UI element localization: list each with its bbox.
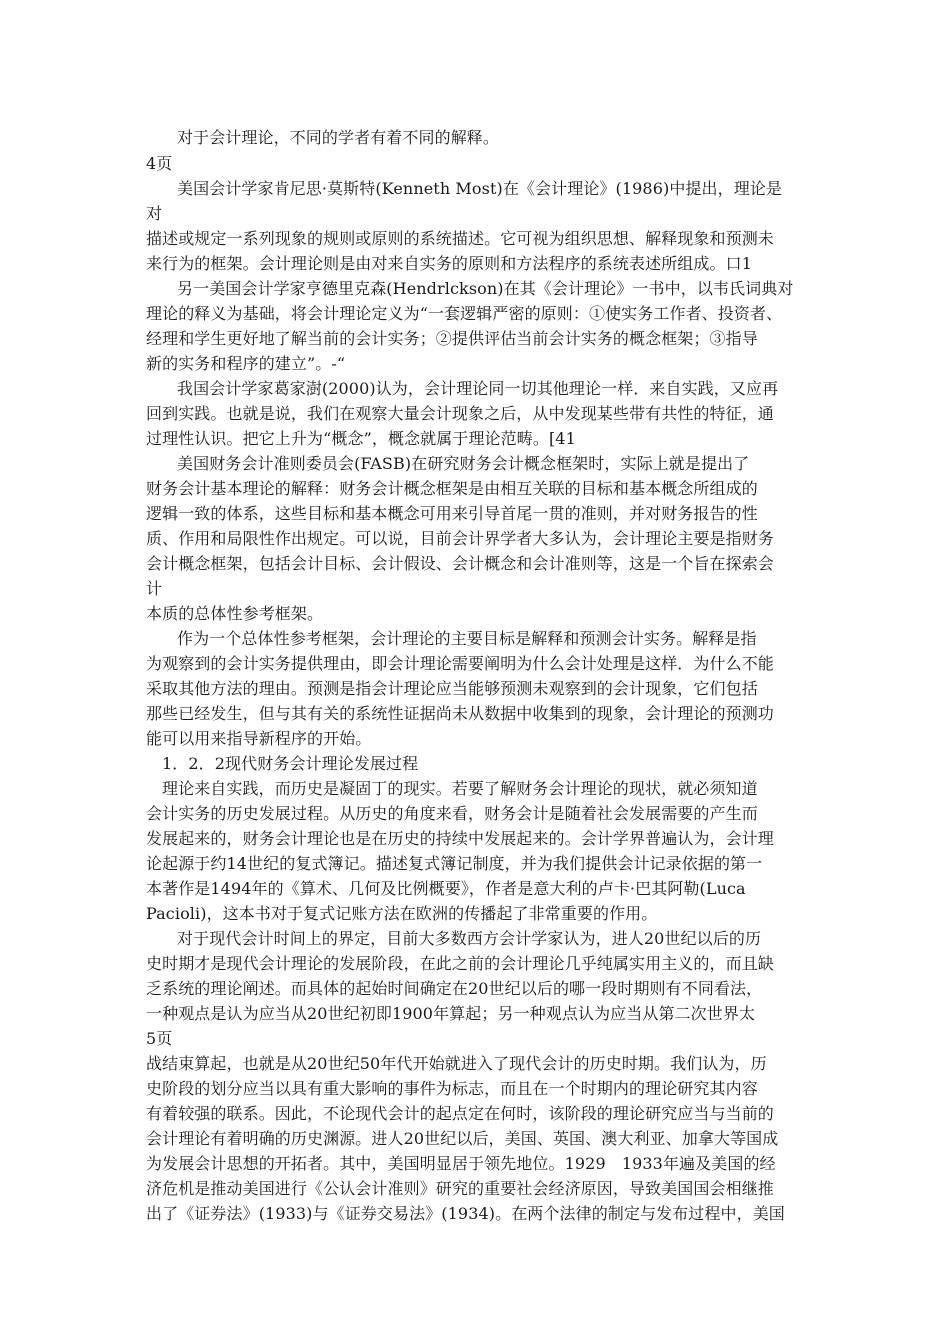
text-line: 财务会计基本理论的解释：财务会计概念框架是由相互关联的目标和基本概念所组成的 [146,479,758,498]
text-line: 会计概念框架，包括会计目标、会计假设、会计概念和会计准则等，这是一个旨在探索会 [146,554,774,573]
text-line: 计 [146,579,163,598]
text-line: 发展起来的，财务会计理论也是在历史的持续中发展起来的。会计学界普遍认为，会计理 [146,829,774,848]
text-line: 为发展会计思想的开拓者。其中，美国明显居于领先地位。1929 1933年遍及美国的经 [146,1154,776,1173]
text-line: 过理性认识。把它上升为“概念”，概念就属于理论范畴。[41 [146,429,576,448]
text-line: 会计理论有着明确的历史渊源。进人20世纪以后，美国、英国、澳大利亚、加拿大等国成 [146,1129,779,1148]
text-line: 新的实务和程序的建立”。-“ [146,354,346,373]
text-line: 会计实务的历史发展过程。从历史的角度来看，财务会计是随着社会发展需要的产生而 [146,804,758,823]
text-line: 对 [146,204,163,223]
text-line: 来行为的框架。会计理论则是由对来自实务的原则和方法程序的系统表述所组成。口1 [146,254,752,273]
text-line: 济危机是推动美国进行《公认会计准则》研究的重要社会经济原因，导致美国国会相继推 [146,1179,774,1198]
text-line: 采取其他方法的理由。预测是指会计理论应当能够预测未观察到的会计现象，它们包括 [146,679,758,698]
text-line: 能可以用来指导新程序的开始。 [146,729,372,748]
text-line: 对于会计理论，不同的学者有着不同的解释。 [177,128,500,147]
text-line: 史阶段的划分应当以具有重大影响的事件为标志，而且在一个时期内的理论研究其内容 [146,1079,758,1098]
text-line: 论起源于约14世纪的复式簿记。描述复式簿记制度，并为我们提供会计记录依据的第一 [146,854,763,873]
text-line: 那些已经发生，但与其有关的系统性证据尚未从数据中收集到的现象，会计理论的预测功 [146,704,774,723]
text-line: 出了《证券法》(1933)与《证券交易法》(1934)。在两个法律的制定与发布过程中，美国 [146,1204,785,1223]
text-line: 对于现代会计时间上的界定，目前大多数西方会计学家认为，进人20世纪以后的历 [177,929,762,948]
text-line: 本著作是1494年的《算术、几何及比例概要》，作者是意大利的卢卡·巴其阿勒(Luca [146,879,746,898]
text-line: 为观察到的会计实务提供理由，即会计理论需要阐明为什么会计处理是这样．为什么不能 [146,654,774,673]
section-heading: 1．2．2现代财务会计理论发展过程 [162,754,419,773]
text-line: 本质的总体性参考框架。 [146,604,324,623]
text-line: 作为一个总体性参考框架，会计理论的主要目标是解释和预测会计实务。解释是指 [177,629,757,648]
text-line: 回到实践。也就是说，我们在观察大量会计现象之后，从中发现某些带有共性的特征，通 [146,404,774,423]
text-line: Pacioli)，这本书对于复式记账方法在欧洲的传播起了非常重要的作用。 [146,904,658,923]
text-line: 战结束算起，也就是从20世纪50年代开始就进入了现代会计的历史时期。我们认为，历 [146,1054,767,1073]
page-number: 4页 [146,154,173,173]
text-line: 理论的释义为基础，将会计理论定义为“一套逻辑严密的原则：①使实务工作者、投资者、 [146,304,783,323]
text-line: 经理和学生更好地了解当前的会计实务；②提供评估当前会计实务的概念框架；③指导 [146,329,758,348]
text-line: 质、作用和局限性作出规定。可以说，目前会计界学者大多认为，会计理论主要是指财务 [146,529,774,548]
text-line: 我国会计学家葛家澍(2000)认为，会计理论同一切其他理论一样．来自实践，又应再 [177,379,779,398]
text-line: 有着较强的联系。因此，不论现代会计的起点定在何时，该阶段的理论研究应当与当前的 [146,1104,774,1123]
text-line: 另一美国会计学家亨德里克森(Hendrlckson)在其《会计理论》一书中，以韦氏词典对 [177,279,794,298]
text-line: 一种观点是认为应当从20世纪初即1900年算起；另一种观点认为应当从第二次世界太 [146,1004,756,1023]
text-line: 美国财务会计准则委员会(FASB)在研究财务会计概念框架时，实际上就是提出了 [177,454,750,473]
text-line: 描述或规定一系列现象的规则或原则的系统描述。它可视为组织思想、解释现象和预测未 [146,229,774,248]
text-line: 乏系统的理论阐述。而具体的起始时间确定在20世纪以后的哪一段时期则有不同看法， [146,979,763,998]
page-number: 5页 [146,1029,173,1048]
text-line: 美国会计学家肯尼思·莫斯特(Kenneth Most)在《会计理论》(1986)中提出，理论是 [177,179,783,198]
text-line: 理论来自实践，而历史是凝固丁的现实。若要了解财务会计理论的现状，就必须知道 [162,779,758,798]
text-line: 逻辑一致的体系，这些目标和基本概念可用来引导首尾一贯的准则，并对财务报告的性 [146,504,758,523]
text-line: 史时期才是现代会计理论的发展阶段，在此之前的会计理论几乎纯属实用主义的，而且缺 [146,954,774,973]
